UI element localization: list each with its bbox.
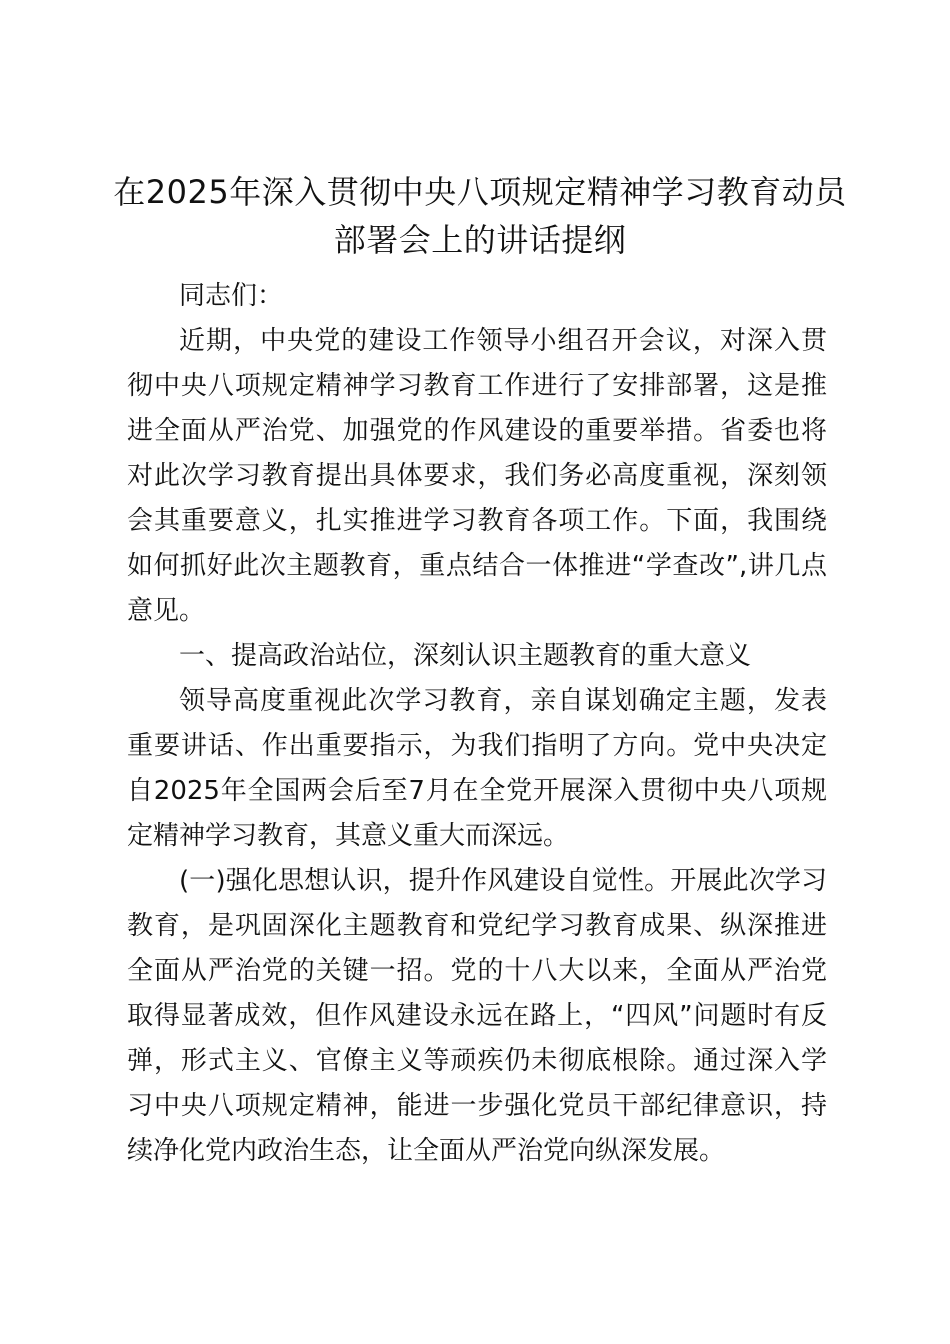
section-heading-1: 一、提高政治站位，深刻认识主题教育的重大意义 xyxy=(179,641,752,671)
paragraph-section-1: 领导高度重视此次学习教育，亲自谋划确定主题，发表重要讲话、作出重要指示，为我们指明了方向。党中央决定自2025年全国两会后至7月在全党开展深入贯彻中央八项规定精神学习教育，其意义重大而深远。 xyxy=(127,686,827,851)
paragraph-intro: 近期，中央党的建设工作领导小组召开会议，对深入贯彻中央八项规定精神学习教育工作进行了安排部署，这是推进全面从严治党、加强党的作风建设的重要举措。省委也将对此次学习教育提出具体要求，我们务必高度重视，深刻领会其重要意义，扎实推进学习教育各项工作。下面，我围绕如何抓好此次主题教育，重点结合一体推进“学查改”,讲几点意见。 xyxy=(127,326,827,626)
salutation: 同志们： xyxy=(179,281,284,311)
document-body xyxy=(127,274,827,1174)
document-title: 在2025年深入贯彻中央八项规定精神学习教育动员部署会上的讲话提纲 xyxy=(113,173,847,259)
paragraph-subsection-1: (一)强化思想认识，提升作风建设自觉性。开展此次学习教育，是巩固深化主题教育和党纪学习教育成果、纵深推进全面从严治党的关键一招。党的十八大以来，全面从严治党取得显著成效，但作风建设永远在路上，“四风”问题时有反弹，形式主义、官僚主义等顽疾仍未彻底根除。通过深入学习中央八项规定精神，能进一步强化党员干部纪律意识，持续净化党内政治生态，让全面从严治党向纵深发展。 xyxy=(127,866,827,1166)
